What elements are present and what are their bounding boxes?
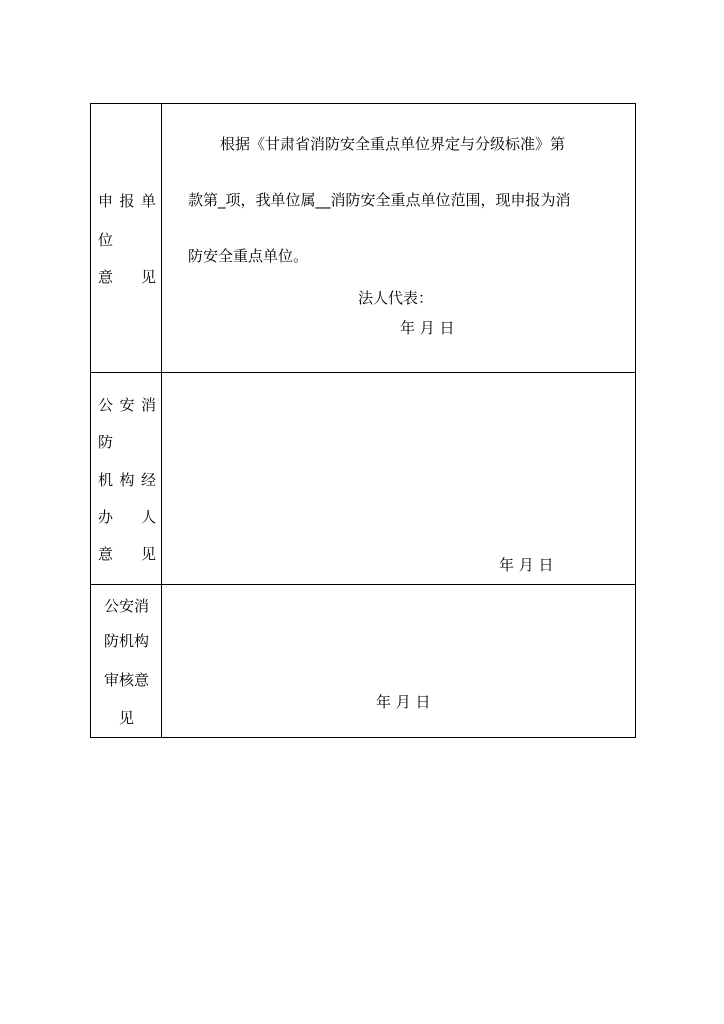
handler-opinion-label-line-1: 公安消 — [98, 396, 156, 414]
review-opinion-label-line-2: 防机构 — [103, 632, 149, 650]
applicant-opinion-content-cell — [162, 104, 636, 373]
application-form-table — [90, 103, 636, 738]
review-opinion-label-line-3: 审核意 — [103, 671, 149, 689]
applicant-opinion-label-line-2: 位 — [98, 231, 114, 249]
handler-opinion-label-line-4: 办 人 — [98, 508, 156, 526]
review-opinion-content-cell — [162, 585, 636, 738]
review-opinion-label-cell — [91, 585, 162, 738]
handler-opinion-label-line-5: 意 见 — [98, 545, 156, 563]
review-date: 年 月 日 — [376, 693, 431, 711]
applicant-opinion-row — [91, 104, 636, 373]
applicant-date: 年 月 日 — [400, 319, 455, 337]
handler-opinion-content-cell — [162, 373, 636, 585]
handler-opinion-row — [91, 373, 636, 585]
review-opinion-label-line-4: 见 — [118, 709, 134, 727]
applicant-opinion-label-line-1: 申报单 — [98, 192, 156, 210]
applicant-statement-line-1: 根据《甘肃省消防安全重点单位界定与分级标准》第 — [220, 135, 566, 153]
applicant-statement-line-2: 款第_项，我单位属__消防安全重点单位范围，现申报为消 — [188, 191, 571, 209]
handler-opinion-label-cell — [91, 373, 162, 585]
review-opinion-label-line-1: 公安消 — [103, 597, 149, 615]
legal-representative-label: 法人代表： — [358, 289, 434, 307]
applicant-opinion-label-cell — [91, 104, 162, 373]
handler-date: 年 月 日 — [499, 556, 554, 574]
applicant-statement-line-3: 防安全重点单位。 — [188, 247, 309, 265]
review-opinion-row — [91, 585, 636, 738]
handler-opinion-label-line-2: 防 — [98, 433, 114, 451]
applicant-opinion-label-line-3: 意 见 — [98, 268, 156, 286]
handler-opinion-label-line-3: 机构经 — [98, 471, 156, 489]
